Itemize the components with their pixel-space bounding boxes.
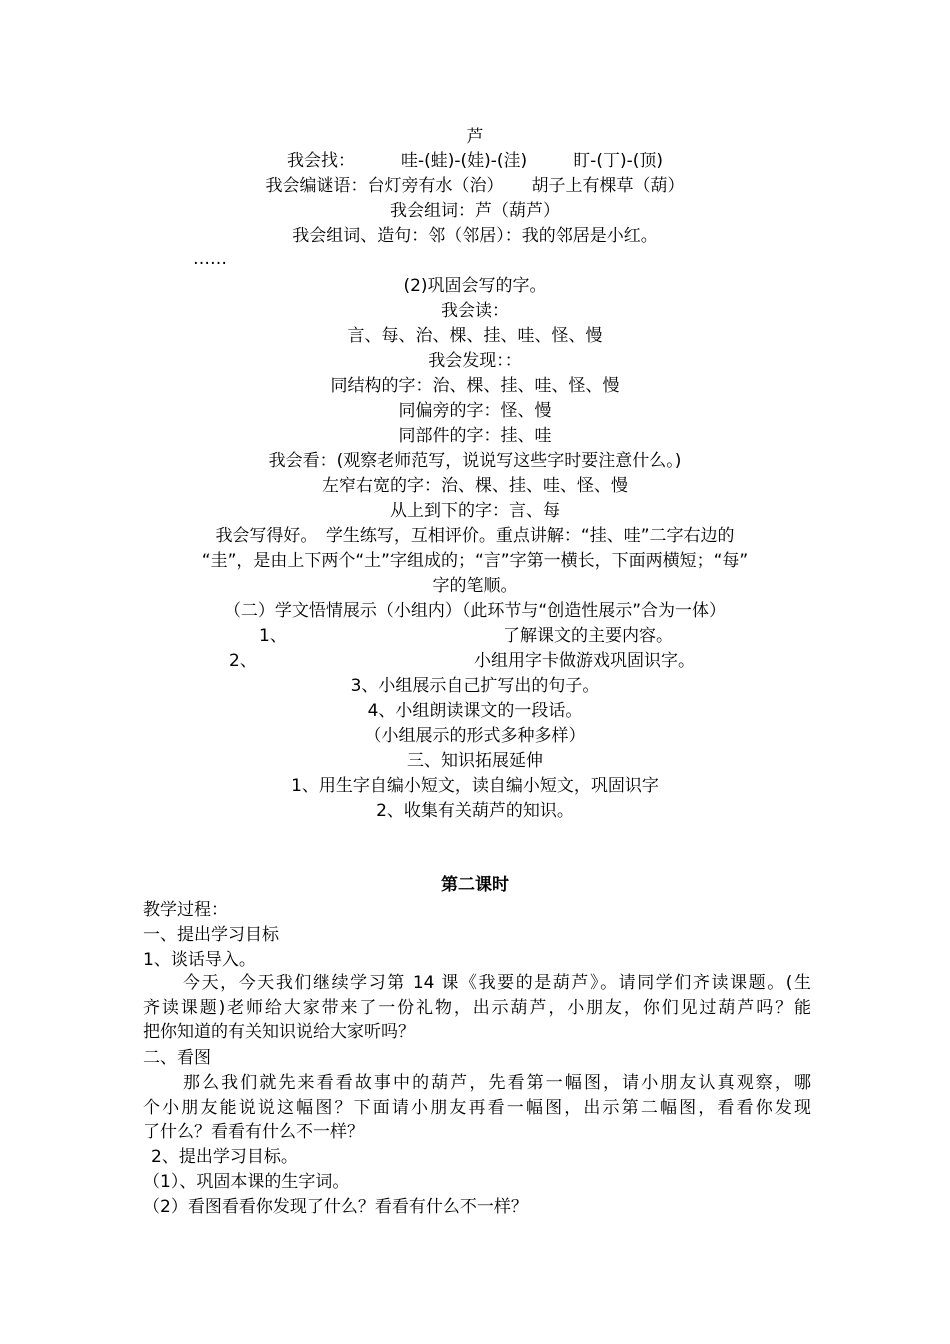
paragraph-line: 个小朋友能说说这幅图？下面请小朋友再看一幅图，出示第二幅图，看看你发现 [143,1097,811,1118]
paragraph-line: 那么我们就先来看看故事中的葫芦，先看第一幅图，请小朋友认真观察，哪 [183,1073,811,1093]
show-item-3: 3、小组展示自己扩写出的句子。 [350,676,600,696]
show-item-2-text: 小组用字卡做游戏巩固识字。 [474,651,695,671]
show-item-2-number: 2、 [229,651,257,671]
watch-line: 我会看：(观察老师范写，说说写这些字时要注意什么。) [268,451,682,471]
extend-item-1: 1、用生字自编小短文，读自编小短文，巩固识字 [291,776,659,796]
find-line [140,149,810,173]
write-line-3: 字的笔顺。 [432,576,518,596]
left-right-line: 左窄右宽的字：治、棵、挂、哇、怪、慢 [322,476,628,496]
paragraph-line: 今天，今天我们继续学习第 14 课《我要的是葫芦》。请同学们齐读课题。(生 [183,973,811,993]
text-line: 芦 [466,127,484,147]
paragraph-line: 齐读课题)老师给大家带来了一份礼物，出示葫芦，小朋友，你们见过葫芦吗？能 [143,997,811,1018]
show-note: （小组展示的形式多种多样） [364,726,586,746]
section-1-title: 一、提出学习目标 [143,925,279,945]
paragraph-look [143,1071,811,1145]
sub-2-title: 2、提出学习目标。 [151,1147,298,1167]
goal-2: （2）看图看看你发现了什么？看看有什么不一样？ [143,1197,528,1217]
process-label: 教学过程： [143,900,228,920]
show-item-4: 4、小组朗读课文的一段话。 [367,701,583,721]
same-radical-line: 同偏旁的字：怪、慢 [398,401,552,421]
extend-item-2: 2、收集有关葫芦的知识。 [376,801,574,821]
section-heading: 第二课时 [441,875,509,895]
sentence-line: 我会组词、造句：邻（邻居）：我的邻居是小红。 [292,226,658,246]
find-group-b: 盯-(丁)-(顶) [573,151,663,171]
same-part-line: 同部件的字：挂、哇 [398,426,552,446]
section-2-title: 二、看图 [143,1048,211,1068]
paragraph-intro [143,971,811,1045]
goal-1: （1）、巩固本课的生字词。 [143,1172,350,1192]
write-line-2: “圭”，是由上下两个“土”字组成的；“言”字第一横长，下面两横短；“每” [201,551,749,571]
sub-1-title: 1、谈话导入。 [143,950,256,970]
words-line: 我会组词：芦（葫芦） [390,201,560,221]
ellipsis: …… [193,249,227,269]
riddle-a: 我会编谜语：台灯旁有水（治） [265,176,504,196]
read-label: 我会读： [441,301,509,321]
show-title: （二）学文悟情展示（小组内）（此环节与“创造性展示”合为一体） [223,601,727,621]
extend-title: 三、知识拓展延伸 [407,751,543,771]
find-group-a: 哇-(蛙)-(娃)-(洼) [400,151,528,171]
show-item-1-number: 1、 [259,626,287,646]
paragraph-line: 把你知道的有关知识说给大家听吗？ [143,1022,415,1043]
write-line-1: 我会写得好。 学生练写，互相评价。重点讲解：“挂、哇”二字右边的 [215,526,735,546]
chars-line: 言、每、治、棵、挂、哇、怪、慢 [347,326,603,346]
same-structure-line: 同结构的字：治、棵、挂、哇、怪、慢 [330,376,620,396]
consolidate-title: (2)巩固会写的字。 [403,276,547,296]
paragraph-line: 了什么？看看有什么不一样？ [143,1122,364,1143]
riddle-b: 胡子上有棵草（葫） [531,176,685,196]
riddle-line [140,174,810,198]
find-label: 我会找： [286,151,355,171]
discover-line: 我会发现：： [428,351,522,371]
top-bottom-line: 从上到下的字：言、每 [390,501,560,521]
show-item-1-text: 了解课文的主要内容。 [503,626,673,646]
